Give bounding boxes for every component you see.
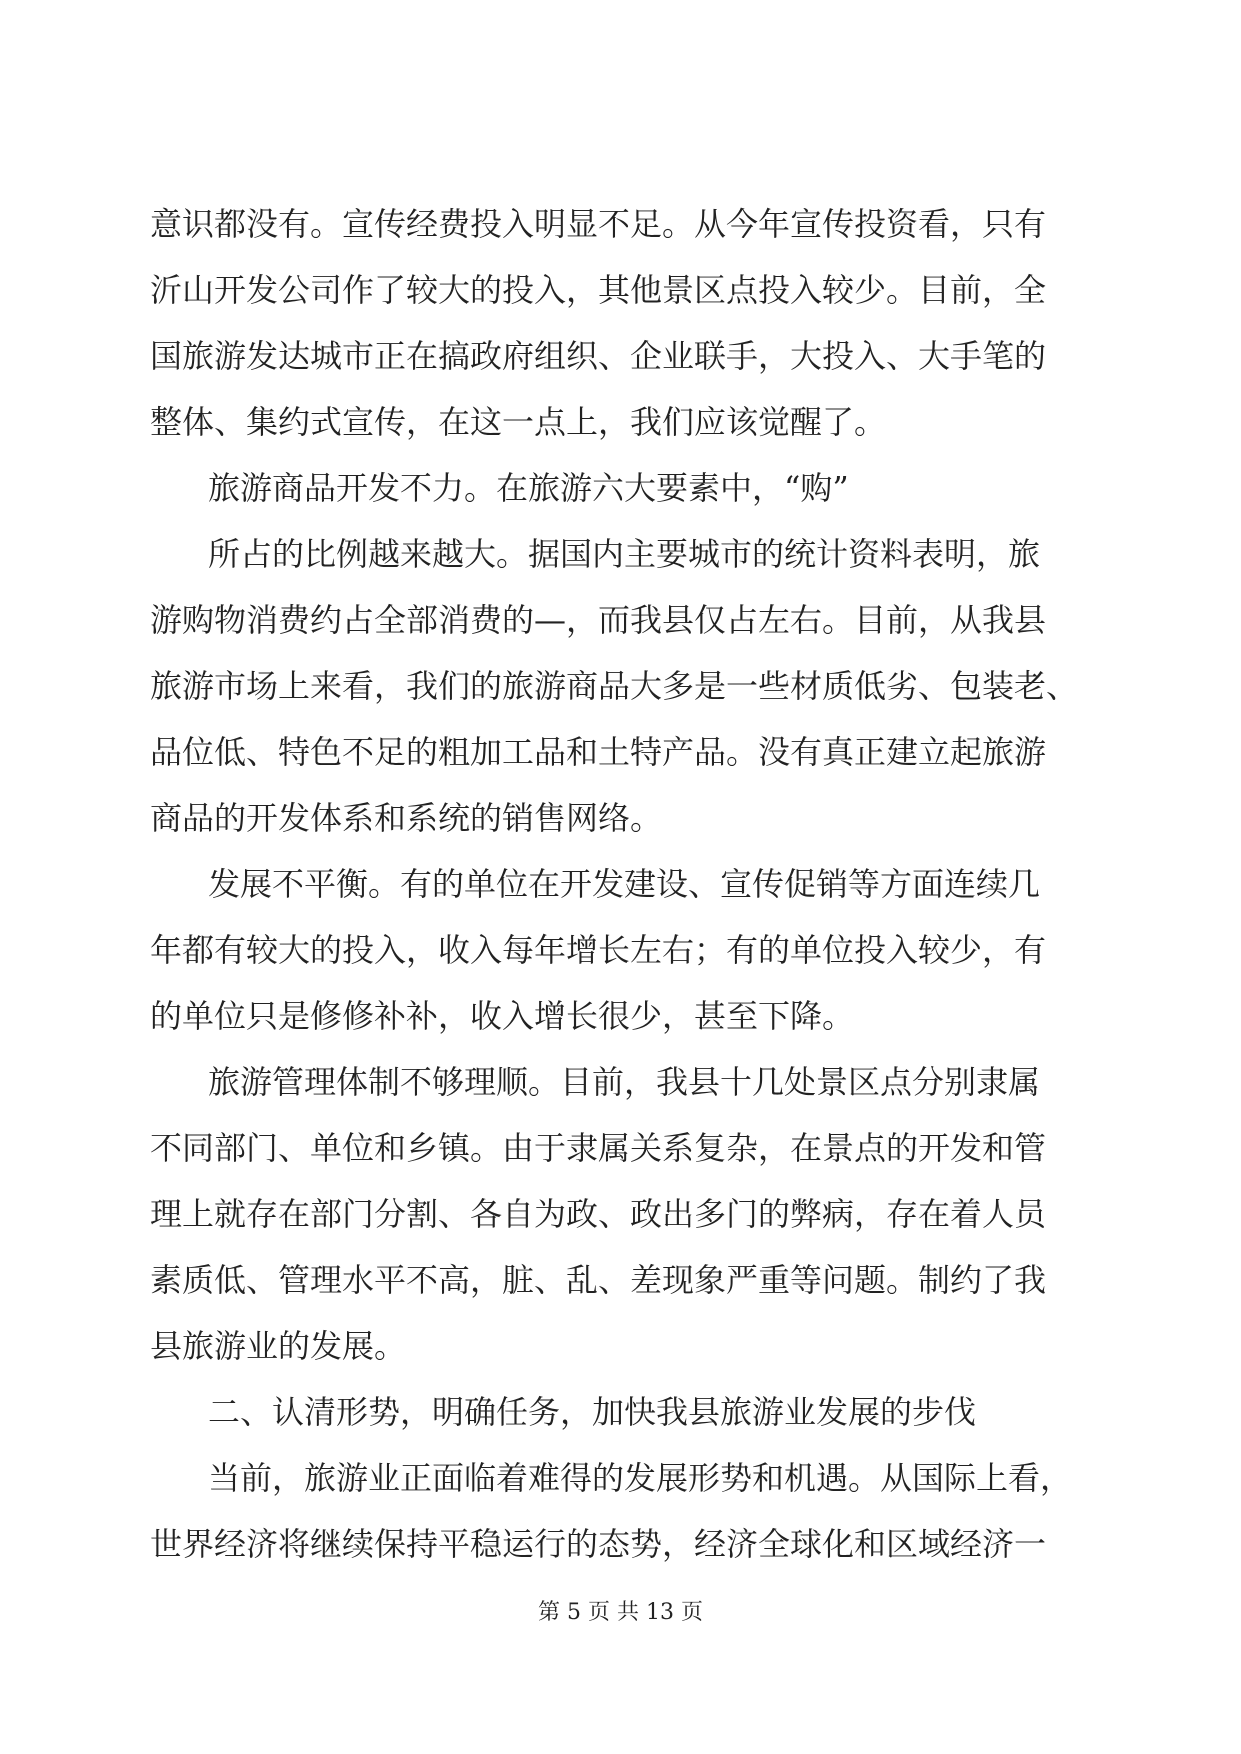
text-line: 品位低、特色不足的粗加工品和土特产品。没有真正建立起旅游 [150,733,1047,771]
text-line: 世界经济将继续保持平稳运行的态势，经济全球化和区域经济一 [150,1525,1047,1563]
text-line: 发展不平衡。有的单位在开发建设、宣传促销等方面连续几 [208,865,1041,903]
text-line: 县旅游业的发展。 [150,1327,407,1365]
text-line: 意识都没有。宣传经费投入明显不足。从今年宣传投资看，只有 [150,205,1047,243]
text-line: 国旅游发达城市正在搞政府组织、企业联手，大投入、大手笔的 [150,337,1047,375]
text-line: 沂山开发公司作了较大的投入，其他景区点投入较少。目前，全 [150,271,1047,309]
text-line: 理上就存在部门分割、各自为政、政出多门的弊病，存在着人员 [150,1195,1047,1233]
text-line: 素质低、管理水平不高，脏、乱、差现象严重等问题。制约了我 [150,1261,1047,1299]
text-line: 年都有较大的投入，收入每年增长左右；有的单位投入较少，有 [150,931,1047,969]
text-line: 旅游管理体制不够理顺。目前，我县十几处景区点分别隶属 [208,1063,1041,1101]
text-line: 所占的比例越来越大。据国内主要城市的统计资料表明，旅 [208,535,1041,573]
paragraph-heading: 旅游商品开发不力。在旅游六大要素中，“购” [208,469,849,507]
text-line: 的单位只是修修补补，收入增长很少，甚至下降。 [150,997,855,1035]
page-number: 第 5 页 共 13 页 [538,1600,703,1625]
text-line: 商品的开发体系和系统的销售网络。 [150,799,663,837]
section-heading: 二、认清形势，明确任务，加快我县旅游业发展的步伐 [208,1393,977,1431]
text-line: 当前，旅游业正面临着难得的发展形势和机遇。从国际上看， [208,1459,1073,1497]
text-line: 整体、集约式宣传，在这一点上，我们应该觉醒了。 [150,403,887,441]
text-line: 不同部门、单位和乡镇。由于隶属关系复杂，在景点的开发和管 [150,1129,1047,1167]
text-line: 游购物消费约占全部消费的—，而我县仅占左右。目前，从我县 [150,601,1047,639]
text-line: 旅游市场上来看，我们的旅游商品大多是一些材质低劣、包装老、 [150,667,1079,705]
